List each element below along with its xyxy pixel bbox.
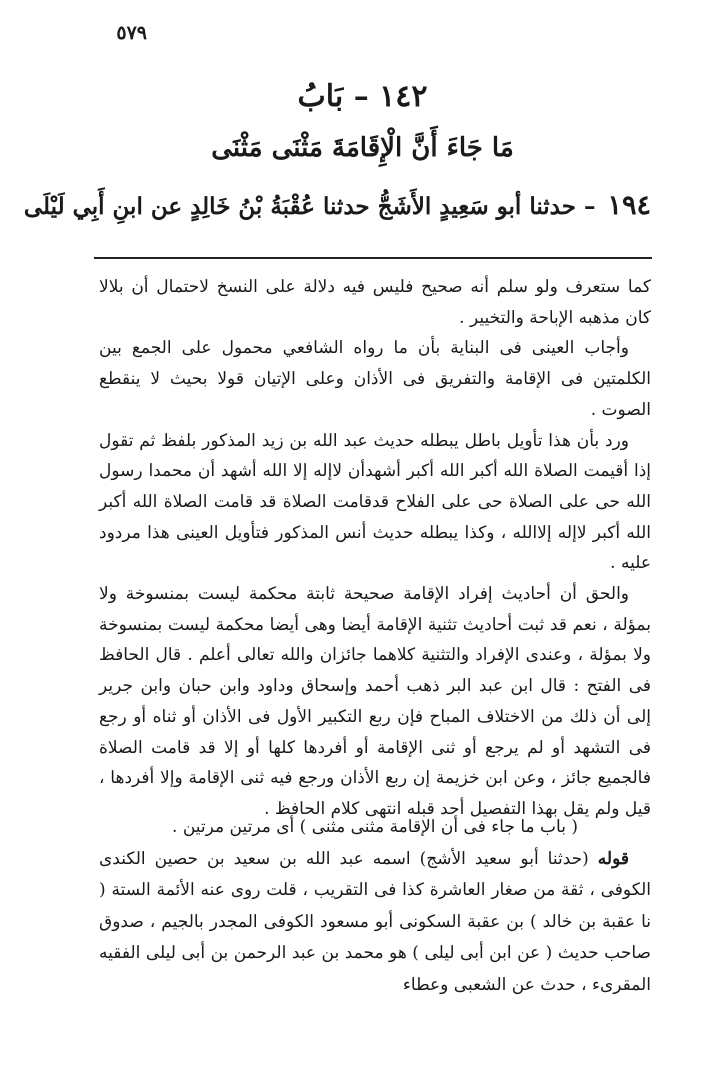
- commentary-paragraph: ورد بأن هذا تأويل باطل يبطله حديث عبد الله بن زيد المذكور بلفظ ثم تقول إذا أقيمت الصلاة الله أكبر الله أكبر أشهدأن لاإله إلا الله أشهد أن محمدا رسول الله حى على الصلاة حى على الفلاح قدقامت الصلاة قد قامت الصلاة الله أكبر الله أكبر لاإله إلاالله ، وكذا يبطله حديث أنس المذكور فتأويل العينى هذا مردود عليه .: [99, 430, 651, 574]
- notes-block: [99, 812, 651, 1001]
- commentary-paragraph: وأجاب العينى فى البناية بأن ما رواه الشافعي محمول على الجمع بين الكلمتين فى الإقامة والتفريق فى الأذان وعلى الإتيان قولا بحيث لا ينقطع الصوت .: [99, 338, 651, 420]
- hadith-chain: [23, 186, 651, 227]
- hadith-number: ١٩٤: [607, 190, 651, 221]
- commentary-block: [99, 272, 651, 825]
- chapter-heading: ١٤٢ – بَابُ: [297, 79, 428, 114]
- commentary-paragraph: والحق أن أحاديث إفراد الإقامة صحيحة ثابتة محكمة ليست بمنسوخة ولا بمؤلة ، نعم قد ثبت أحاديث تثنية الإقامة أيضا وهى أيضا محكمة ليست بمنسوخة ولا بمؤلة ، وعندى الإفراد والتثنية كلاهما جائزان والله تعالى أعلم . قال الحافظ فى الفتح : قال ابن عبد البر ذهب أحمد وإسحاق وداود وابن حبان وابن جرير إلى أن ذلك من الاختلاف المباح فإن ربع التكبير الأول فى الأذان أو ثناه أو رجع فى التشهد أو لم يرجع أو ثنى الإقامة أو أفردها كلها أو إلا قد قامت الصلاة فالجميع جائز ، وعن ابن خزيمة إن ربع الأذان ورجع فيه ثنى الإقامة وإلا أفردها ، قيل ولم يقل بهذا التفصيل أحد قبله انتهى كلام الحافظ .: [99, 584, 651, 819]
- chapter-title: مَا جَاءَ أَنَّ الْإِقَامَةَ مَثْنَى مَثْنَى: [211, 133, 514, 163]
- chapter-gloss: ( باب ما جاء فى أن الإقامة مثنى مثنى ) أى مرتين مرتين .: [172, 817, 578, 837]
- note-text: (حدثنا أبو سعيد الأشج) اسمه عبد الله بن سعيد بن حصين الكندى الكوفى ، ثقة من صغار العاشرة كذا فى التقريب ، قلت روى عنه الأئمة الستة ( نا عقبة بن خالد ) بن عقبة السكونى أبو مسعود الكوفى المجدر بالجيم ، صدوق صاحب حديث ( عن ابن أبى ليلى ) هو محمد بن عبد الرحمن بن أبى ليلى الفقيه المقرىء ، حدث عن الشعبى وعطاء: [99, 848, 651, 995]
- section-divider: [94, 257, 652, 259]
- page-number: ٥٧٩: [116, 22, 147, 44]
- note-label: قوله: [597, 848, 629, 869]
- note-paragraph: [99, 844, 651, 1002]
- commentary-paragraph: كما ستعرف ولو سلم أنه صحيح فليس فيه دلالة على النسخ لاحتمال أن بلالا كان مذهبه الإباحة والتخيير .: [99, 277, 651, 328]
- hadith-text: – حدثنا أبو سَعِيدٍ الأَشَجُّ حدثنا عُقْبَةُ بْنُ خَالِدٍ عن ابنِ أَبِي لَيْلَى: [23, 193, 596, 220]
